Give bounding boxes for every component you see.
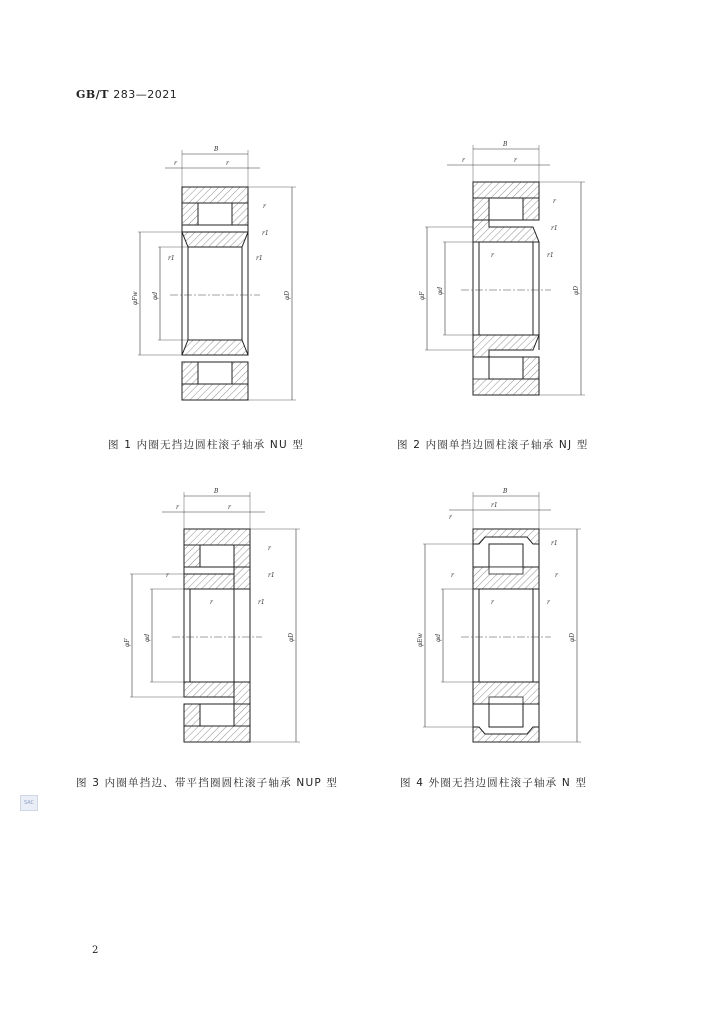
- document-header: [76, 88, 177, 101]
- fig4-label-phid: φd: [435, 633, 442, 642]
- fig3-label-r-b: r: [228, 504, 231, 511]
- fig2-label-r-d: r: [491, 252, 494, 259]
- fig1-label-phid: φd: [152, 291, 159, 300]
- fig2-label-r1-b: r1: [547, 252, 554, 259]
- fig3-label-r-a: r: [176, 504, 179, 511]
- fig1-label-phiD: φD: [284, 290, 291, 300]
- fig3-label-phiD: φD: [288, 632, 295, 642]
- fig1-label-r-c: r: [263, 203, 266, 210]
- figure-4-drawing: [405, 482, 605, 752]
- fig2-label-B: B: [503, 141, 508, 148]
- fig1-label-r1-a: r1: [262, 230, 269, 237]
- watermark-stamp: SAC: [20, 795, 38, 811]
- fig1-label-r-b: r: [226, 160, 229, 167]
- fig3-label-r-c: r: [268, 545, 271, 552]
- fig4-label-phiD: φD: [569, 632, 576, 642]
- fig4-label-phiEw: φEw: [417, 633, 424, 647]
- fig2-label-r-b: r: [514, 157, 517, 164]
- page-number: 2: [92, 945, 99, 956]
- figure-3-drawing: [110, 482, 310, 752]
- figure-2-caption: 图 2 内圈单挡边圆柱滚子轴承 NJ 型: [397, 439, 589, 451]
- fig3-label-r-d: r: [166, 572, 169, 579]
- fig4-label-r-d: r: [491, 599, 494, 606]
- standard-code: GB/T: [76, 88, 109, 101]
- fig3-label-r1-b: r1: [258, 599, 265, 606]
- fig1-label-B: B: [214, 146, 219, 153]
- fig4-label-r-b: r: [451, 572, 454, 579]
- fig1-label-r1-b: r1: [168, 255, 175, 262]
- fig4-label-r-e: r: [547, 599, 550, 606]
- fig3-label-B: B: [214, 488, 219, 495]
- fig1-label-phiFw: φFw: [132, 291, 139, 305]
- fig4-label-B: B: [503, 488, 508, 495]
- fig4-label-r1-a: r1: [491, 502, 498, 509]
- fig2-label-r1-a: r1: [551, 225, 558, 232]
- fig4-label-r-a: r: [449, 514, 452, 521]
- fig2-label-phiD: φD: [573, 285, 580, 295]
- fig2-label-phiF: φF: [419, 291, 426, 300]
- fig3-label-r-e: r: [210, 599, 213, 606]
- figure-2-drawing: [405, 135, 605, 405]
- fig2-label-r-c: r: [553, 198, 556, 205]
- figure-1-caption: 图 1 内圈无挡边圆柱滚子轴承 NU 型: [108, 439, 305, 451]
- fig4-label-r-c: r: [555, 572, 558, 579]
- fig3-label-phid: φd: [144, 633, 151, 642]
- fig3-label-r1-a: r1: [268, 572, 275, 579]
- fig2-label-phid: φd: [437, 286, 444, 295]
- fig2-label-r-a: r: [462, 157, 465, 164]
- fig1-label-r-a: r: [174, 160, 177, 167]
- standard-number: 283—2021: [113, 88, 178, 101]
- figure-4-caption: 图 4 外圈无挡边圆柱滚子轴承 N 型: [400, 777, 588, 789]
- fig3-label-phiF: φF: [124, 638, 131, 647]
- figure-3-caption: 图 3 内圈单挡边、带平挡圈圆柱滚子轴承 NUP 型: [76, 777, 339, 789]
- figure-1-drawing: [110, 140, 310, 410]
- fig4-label-r1-b: r1: [551, 540, 558, 547]
- fig1-label-r1-c: r1: [256, 255, 263, 262]
